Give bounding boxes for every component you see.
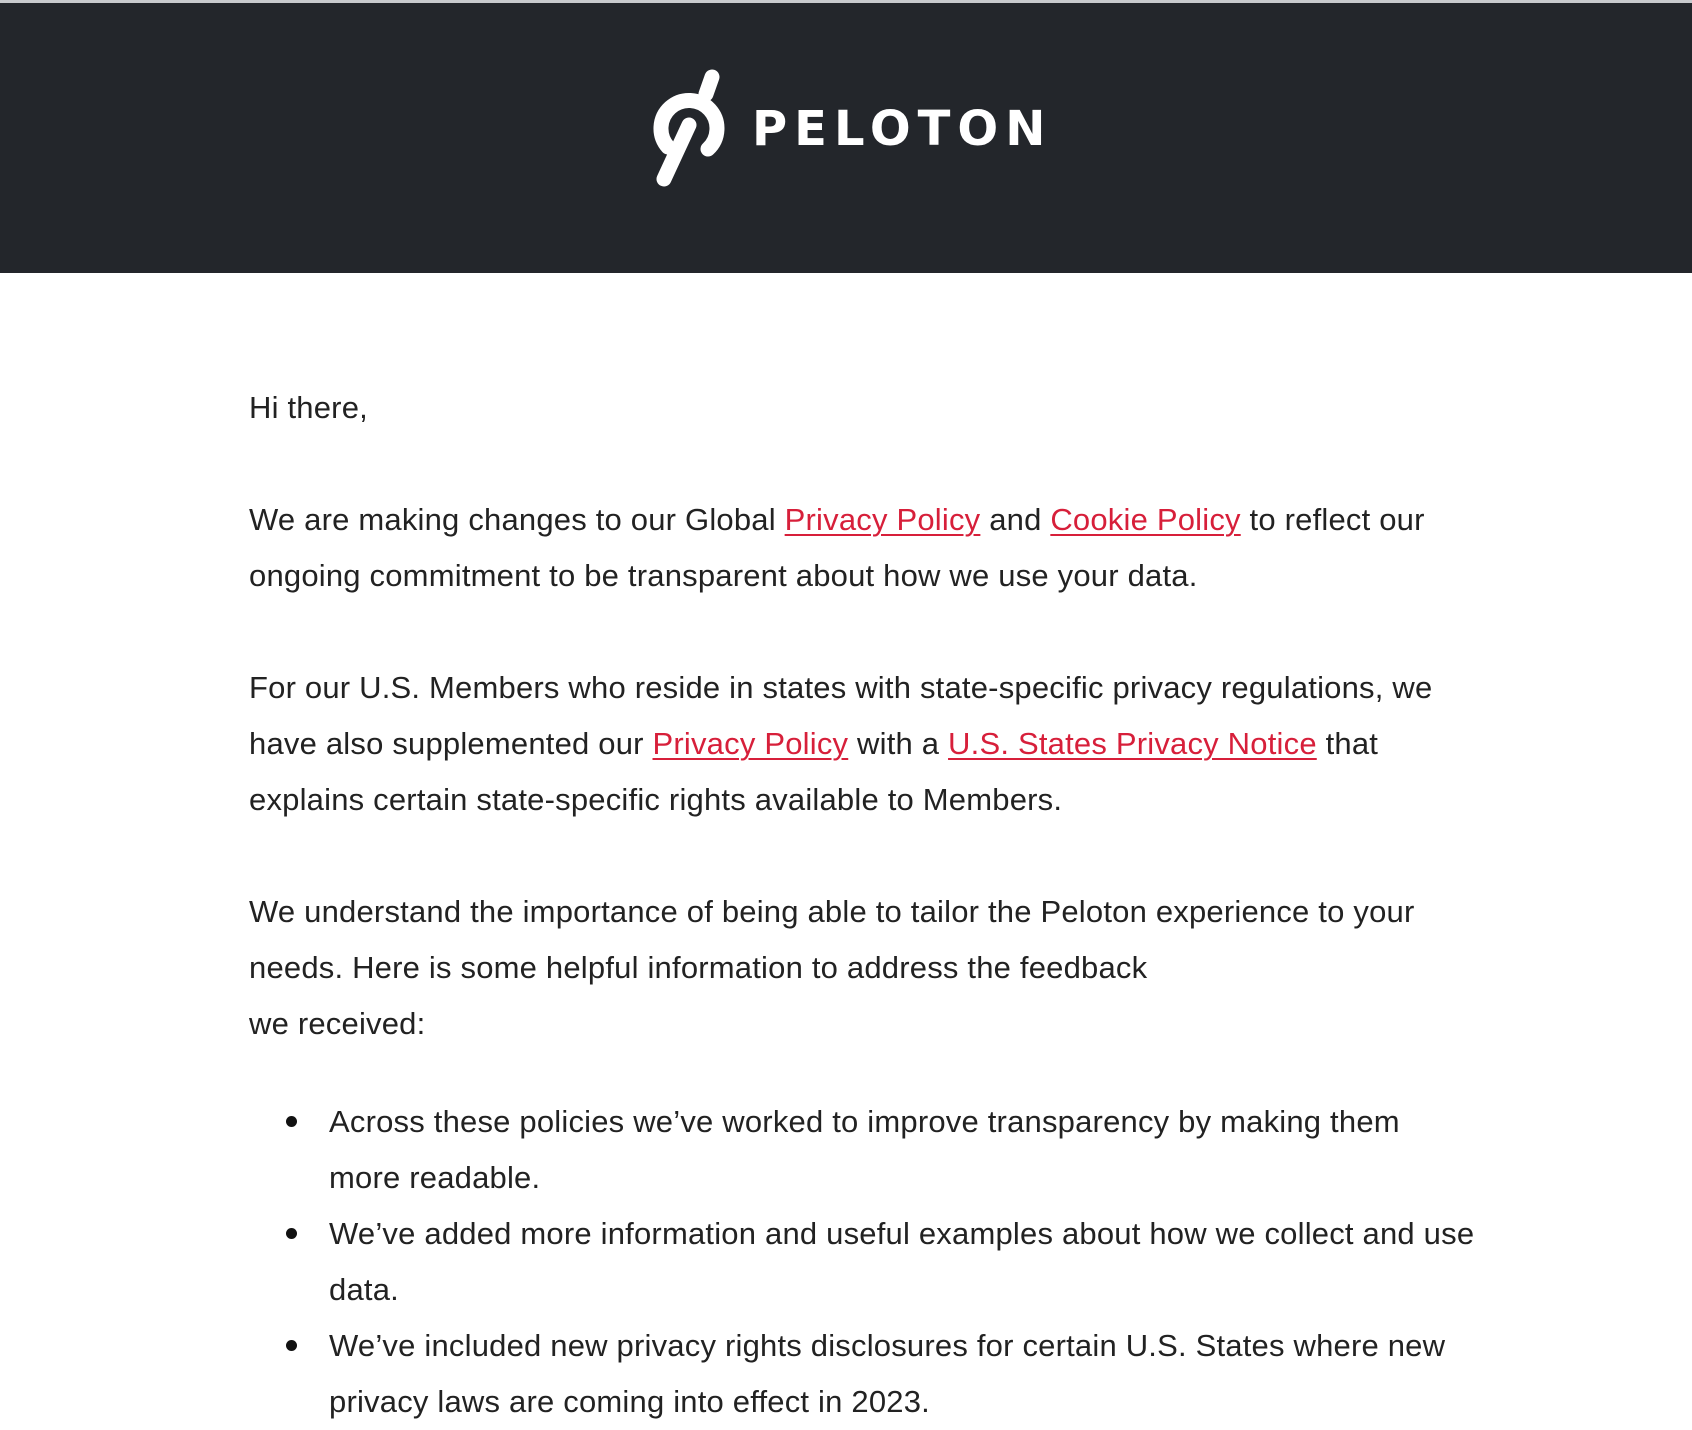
paragraph-text: We are making changes to our Global (249, 502, 785, 537)
email-body (249, 380, 1479, 1430)
list-item-text: We’ve added more information and useful examples about how we collect and use data. (329, 1216, 1475, 1307)
list-item (329, 1094, 1479, 1206)
cookie-policy-link[interactable]: Cookie Policy (1050, 502, 1241, 537)
paragraph-text: and (980, 502, 1051, 537)
list-item-text: We’ve included new privacy rights disclosures for certain U.S. States where new privacy laws are coming into effect in 2023. (329, 1328, 1446, 1419)
paragraph-feedback (249, 884, 1479, 1052)
list-item (329, 1206, 1479, 1318)
bullet-icon (286, 1340, 297, 1351)
list-item-text: Across these policies we’ve worked to improve transparency by making them more readable. (329, 1104, 1400, 1195)
bullet-icon (286, 1228, 297, 1239)
privacy-policy-link[interactable]: Privacy Policy (784, 502, 981, 537)
bullet-icon (286, 1116, 297, 1127)
email-header (0, 3, 1692, 273)
peloton-wordmark: PELOTON (752, 101, 1053, 157)
us-states-privacy-notice-link[interactable]: U.S. States Privacy Notice (948, 726, 1317, 761)
feedback-bullet-list (249, 1094, 1479, 1430)
paragraph-policy-changes (249, 492, 1479, 604)
paragraph-text: with a (848, 726, 949, 761)
paragraph-text: that explains certain state-specific rights available to Members. (249, 726, 1379, 817)
greeting: Hi there, (249, 390, 368, 425)
list-item (329, 1318, 1479, 1430)
peloton-logo[interactable] (650, 67, 1052, 191)
paragraph-text: to reflect our ongoing commitment to be transparent about how we use your data. (249, 502, 1425, 593)
paragraph-text: We understand the importance of being able to tailor the Peloton experience to your needs. Here is some helpful information to address the feedback (249, 894, 1415, 985)
paragraph-text: For our U.S. Members who reside in states with state-specific privacy regulations, we have also supplemented our (249, 670, 1433, 761)
paragraph-us-members (249, 660, 1479, 828)
paragraph-text: we received: (249, 1006, 426, 1041)
peloton-logo-icon (650, 67, 738, 191)
privacy-policy-link-2[interactable]: Privacy Policy (652, 726, 849, 761)
